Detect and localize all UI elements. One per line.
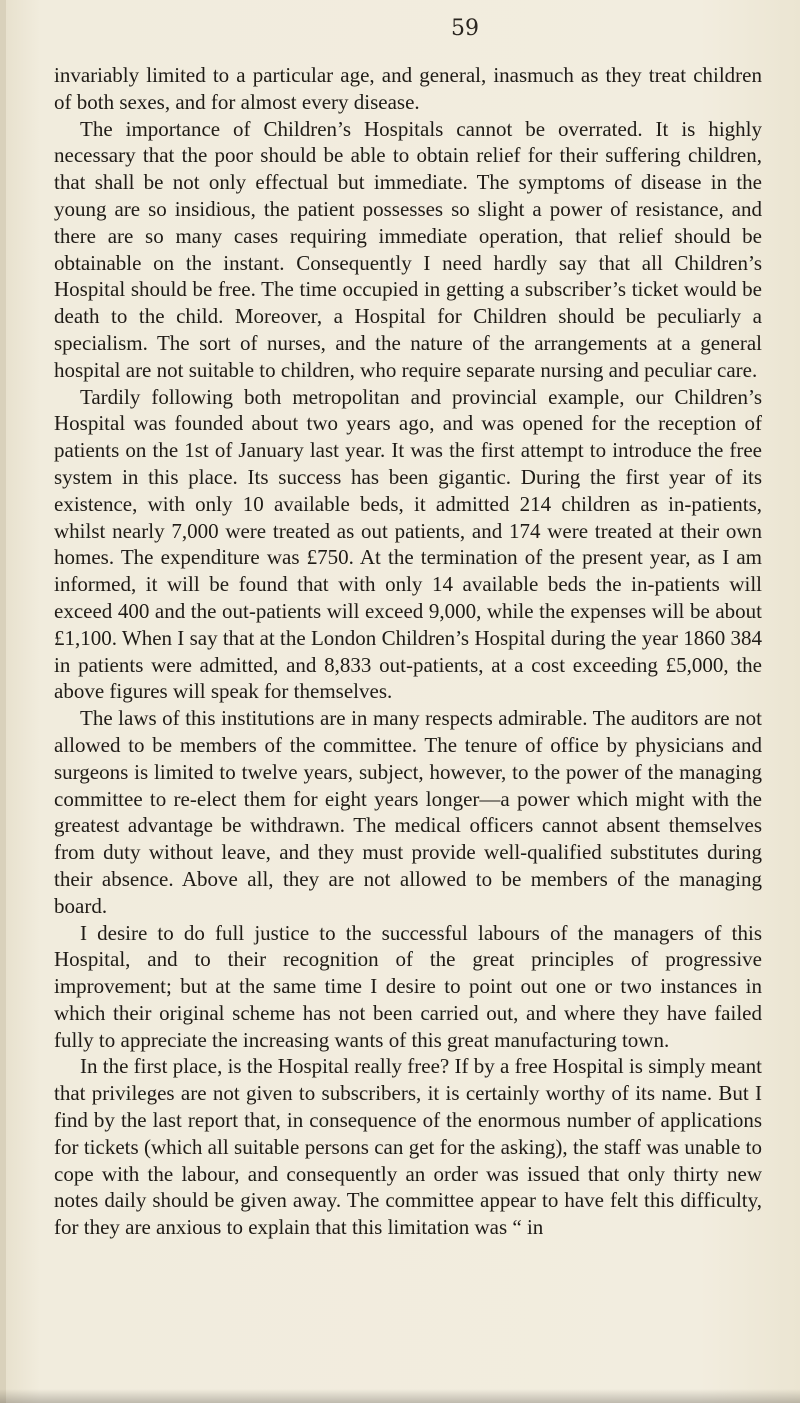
page-bottom-shadow (0, 1389, 800, 1403)
page-binding-edge (0, 0, 6, 1403)
paragraph-continuation: invariably limited to a particular age, and general, inasmuch as they treat children of both sexes, and for almost every disease. (54, 63, 762, 114)
paragraph-laws: The laws of this institutions are in many respects admirable. The auditors are not allowed to be members of the committee. The tenure of office by physicians and surgeons is limited to twelve years, subject, however, to the power of the managing committee to re-elect them for eight years longer—a power which might with the greatest advantage be withdrawn. The medical officers cannot absent themselves from duty without leave, and they must provide well-qualified substitutes during their absence. Above all, they are not allowed to be members of the managing board. (54, 706, 762, 918)
paragraph-history: Tardily following both metropolitan and provincial example, our Children’s Hospital was founded about two years ago, and was opened for the reception of patients on the 1st of January last year. It was the first attempt to introduce the free system in this place. Its success has been gigantic. During the first year of its existence, with only 10 available beds, it admitted 214 children as in-patients, whilst nearly 7,000 were treated as out patients, and 174 were treated at their own homes. The expenditure was £750. At the termination of the present year, as I am informed, it will be found that with only 14 available beds the in-patients will exceed 400 and the out-patients will exceed 9,000, while the expenses will be about £1,100. When I say that at the London Children’s Hospital during the year 1860 384 in patients were admitted, and 8,833 out-patients, at a cost exceeding £5,000, the above figures will speak for themselves. (54, 384, 762, 704)
body-text (54, 62, 762, 1241)
paragraph-importance: The importance of Children’s Hospitals cannot be overrated. It is highly necessary that the poor should be able to obtain relief for their suffering children, that shall be not only effectual but immediate. The symptoms of disease in the young are so insidious, the patient possesses so slight a power of resistance, and there are so many cases requiring immediate operation, that relief should be obtainable on the instant. Consequently I need hardly say that all Children’s Hospital should be free. The time occupied in getting a subscriber’s ticket would be death to the child. Moreover, a Hospital for Children should be peculiarly a specialism. The sort of nurses, and the nature of the arrangements at a general hospital are not suitable to children, who require separate nursing and peculiar care. (54, 116, 762, 382)
paragraph-justice: I desire to do full justice to the successful labours of the managers of this Hospital, and to their recognition of the great principles of progressive improvement; but at the same time I desire to point out one or two instances in which their original scheme has not been carried out, and where they have failed fully to appreciate the increasing wants of this great manufacturing town. (54, 920, 762, 1052)
paragraph-free-hospital: In the first place, is the Hospital really free? If by a free Hospital is simply meant that privileges are not given to subscribers, it is certainly worthy of its name. But I find by the last report that, in consequence of the enormous number of applications for tickets (which all suitable persons can get for the asking), the staff was unable to cope with the labour, and consequently an order was issued that only thirty new notes daily should be given away. The committee appear to have felt this difficulty, for they are anxious to explain that this limitation was “ in (54, 1054, 762, 1240)
page-number: 59 (451, 16, 479, 41)
